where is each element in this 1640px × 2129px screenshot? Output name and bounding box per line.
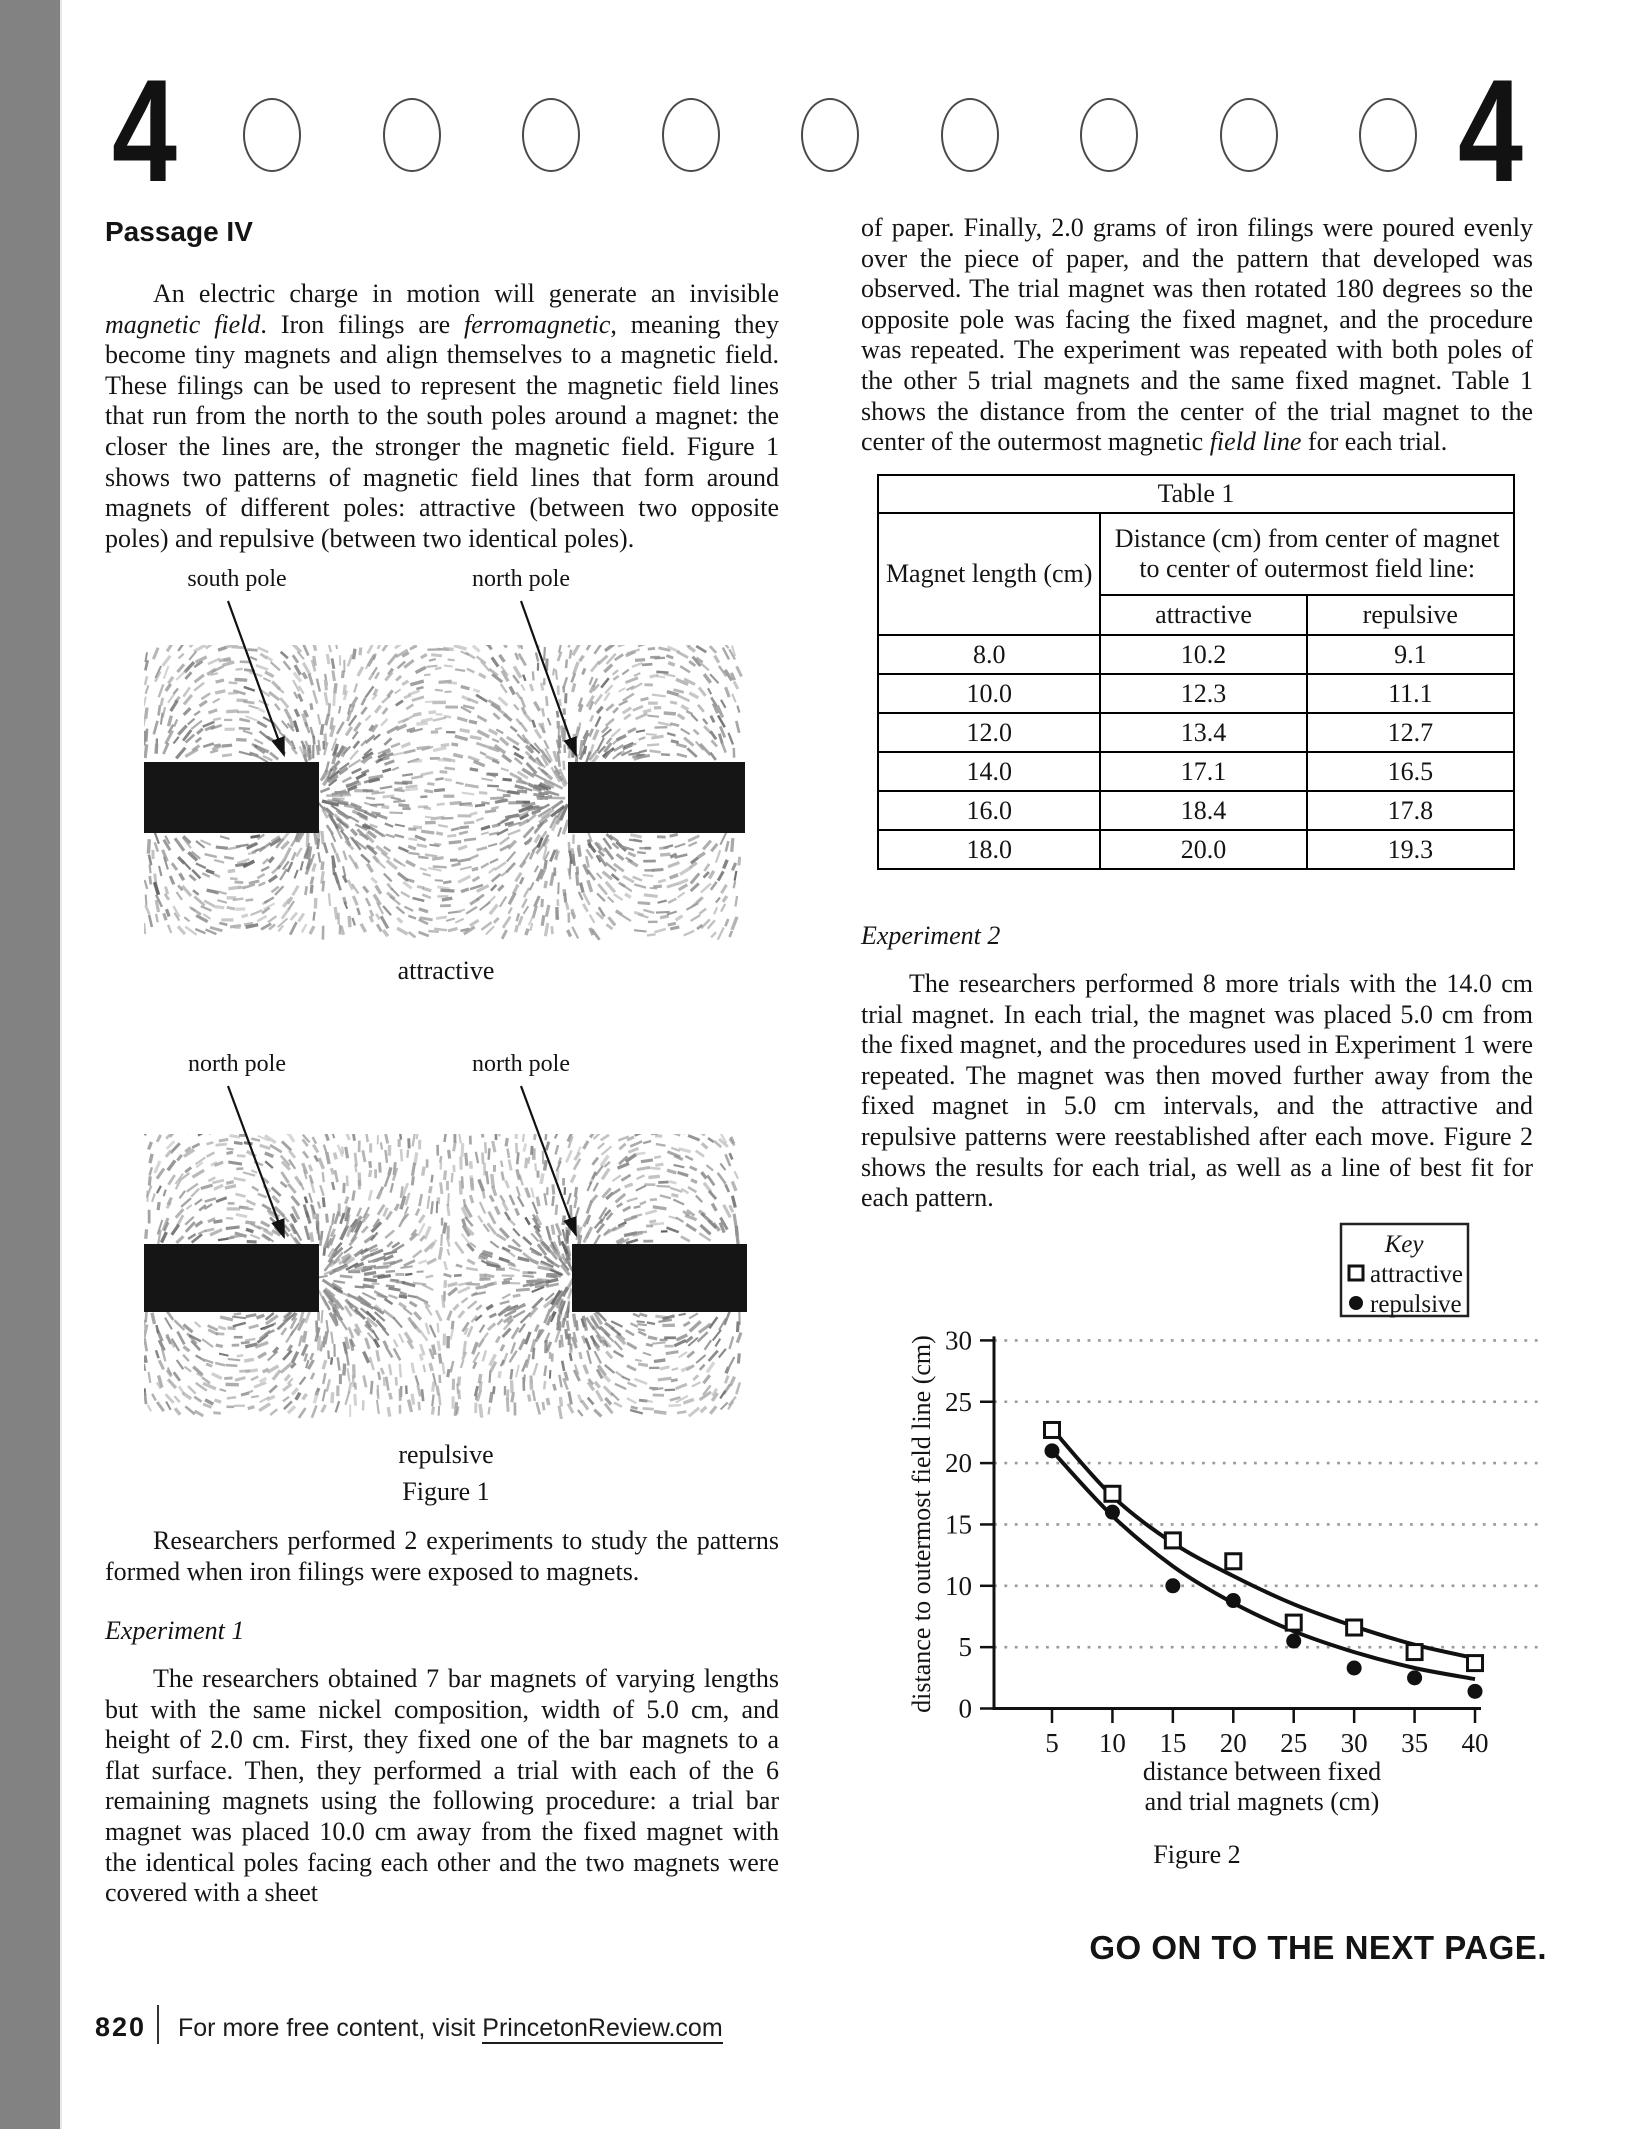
key-title: Key [1384,1231,1424,1258]
table-cell: 13.4 [1100,713,1306,752]
data-point-attractive [1468,1656,1483,1671]
magnet-bar [144,762,319,833]
figure1-caption: Figure 1 [402,1477,490,1506]
svg-text:25: 25 [1280,1728,1308,1758]
footer-divider [157,2005,159,2044]
page-number: 820 [95,2012,147,2042]
answer-bubble [1220,98,1278,172]
answer-bubble [1080,98,1138,172]
answer-bubble [941,98,999,172]
section-number-right: 4 [1458,49,1520,212]
arrow-icon [228,1086,284,1237]
table-cell: 16.5 [1307,752,1514,791]
data-point-repulsive [1468,1684,1483,1699]
data-point-attractive [1286,1615,1301,1630]
data-point-attractive [1407,1645,1422,1660]
chart-key [1341,1224,1468,1318]
table-cell: 18.0 [878,830,1100,869]
svg-text:0: 0 [958,1693,972,1724]
footer-note [178,2014,723,2043]
key-marker-circle [1349,1296,1363,1310]
label-arrows-attractive [140,592,640,767]
table-body [878,475,1514,869]
series-attractive [1045,1422,1483,1670]
svg-text:10: 10 [945,1570,972,1601]
table-cell: 14.0 [878,752,1100,791]
svg-text:20: 20 [945,1448,972,1479]
footer-note-text: For more free content, visit [178,2014,483,2042]
x-axis-label-line2: and trial magnets (cm) [1144,1787,1380,1816]
passage-heading: Passage IV [105,216,253,247]
table-row [878,635,1514,674]
svg-text:40: 40 [1461,1728,1489,1758]
table-row [878,674,1514,713]
subheader-attractive: attractive [1100,595,1306,635]
arrow-icon [228,601,284,755]
arrow-icon [521,601,576,755]
magnet-bar [568,762,745,833]
data-point-attractive [1045,1422,1060,1437]
data-point-repulsive [1226,1593,1241,1608]
figure2-caption: Figure 2 [1153,1840,1241,1869]
tick-labels [945,1325,1489,1758]
north-pole-label-left: north pole [188,1051,286,1077]
table-title: Table 1 [878,475,1514,513]
section-number-left: 4 [112,49,174,212]
figure2-chart [860,1195,1560,1895]
key-marker-square [1349,1266,1363,1280]
table-row [878,791,1514,830]
experiment1-heading: Experiment 1 [105,1616,245,1645]
svg-text:5: 5 [958,1632,972,1663]
data-point-repulsive [1407,1670,1422,1685]
answer-bubble [1359,98,1417,172]
svg-text:30: 30 [945,1325,972,1356]
col-header-magnet-length: Magnet length (cm) [878,513,1100,635]
repulsive-caption: repulsive [398,1440,494,1469]
gridlines [994,1340,1538,1647]
svg-text:15: 15 [1159,1728,1187,1758]
svg-text:10: 10 [1098,1728,1126,1758]
page-edge-bar [0,0,62,2129]
subheader-repulsive: repulsive [1307,595,1514,635]
table-cell: 11.1 [1307,674,1514,713]
table-cell: 20.0 [1100,830,1306,869]
table-cell: 17.8 [1307,791,1514,830]
data-point-repulsive [1165,1578,1180,1593]
column2-paragraph-1: of paper. Finally, 2.0 grams of iron filings were poured evenly over the piece of paper, and the pattern that developed was observed. The trial magnet was then rotated 180 degrees so the opposite pole was facing the fixed magnet, and the procedure was repeated. The experiment was repeated with both poles of the other 5 trial magnets and the same fixed magnet. Table 1 shows the distance from the center of the trial magnet to the center of the outermost magnetic field line for each trial. [861,213,1533,457]
y-axis-label: distance to outermost field line (cm) [907,1335,936,1713]
table-cell: 17.1 [1100,752,1306,791]
answer-bubble [243,98,301,172]
experiment1-paragraph: The researchers obtained 7 bar magnets of varying lengths but with the same nickel composition, width of 5.0 cm, and height of 2.0 cm. First, they fixed one of the bar magnets to a flat surface. Then, they performed a trial with each of the 6 remaining magnets using the following procedure: a trial bar magnet was placed 10.0 cm away from the fixed magnet with the identical poles facing each other and the two magnets were covered with a sheet [105,1664,779,1908]
data-point-attractive [1165,1533,1180,1548]
svg-text:5: 5 [1045,1728,1059,1758]
data-point-repulsive [1286,1634,1301,1649]
data-point-repulsive [1105,1505,1120,1520]
data-point-attractive [1105,1486,1120,1501]
footer-link: PrincetonReview.com [482,2014,723,2042]
data-point-attractive [1347,1620,1362,1635]
data-point-repulsive [1347,1661,1362,1676]
answer-bubble [801,98,859,172]
passage-paragraph-1: An electric charge in motion will generate an invisible magnetic field. Iron filings are ferromagnetic, meaning they become tiny magnets and align themselves to a magnetic field. These filings can be used to represent the magnetic field lines that run from the north to the south poles around a magnet: the closer the lines are, the stronger the magnetic field. Figure 1 shows two patterns of magnetic field lines that form around magnets of different poles: attractive (between two opposite poles) and repulsive (between two identical poles). [105,279,779,553]
table-row [878,713,1514,752]
answer-bubble [383,98,441,172]
table-row [878,830,1514,869]
table-cell: 8.0 [878,635,1100,674]
table-cell: 18.4 [1100,791,1306,830]
data-point-repulsive [1045,1443,1060,1458]
answer-bubble [662,98,720,172]
magnet-bar [572,1244,747,1312]
svg-text:35: 35 [1401,1728,1429,1758]
svg-text:20: 20 [1219,1728,1247,1758]
table-cell: 9.1 [1307,635,1514,674]
svg-text:30: 30 [1340,1728,1368,1758]
x-axis-label: distance between fixed [1142,1757,1382,1786]
arrow-icon [521,1086,576,1235]
table-cell: 12.0 [878,713,1100,752]
attractive-caption: attractive [397,956,495,985]
answer-bubble [522,98,580,172]
table-title-row [878,475,1514,513]
data-point-attractive [1226,1554,1241,1569]
table-cell: 12.3 [1100,674,1306,713]
table-row [878,752,1514,791]
go-on-instruction: GO ON TO THE NEXT PAGE. [1089,1929,1547,1966]
label-arrows-repulsive [140,1077,640,1247]
table-cell: 10.2 [1100,635,1306,674]
table-header-row [878,513,1514,595]
svg-text:25: 25 [945,1386,972,1417]
experiment2-paragraph: The researchers performed 8 more trials with the 14.0 cm trial magnet. In each trial, the magnet was placed 5.0 cm from the fixed magnet, and the procedures used in Experiment 1 were repeated. The magnet was then moved further away from the fixed magnet in 5.0 cm intervals, and the attractive and repulsive patterns were reestablished after each move. Figure 2 shows the results for each trial, as well as a line of best fit for each pattern. [861,969,1533,1213]
table-cell: 16.0 [878,791,1100,830]
south-pole-label: south pole [187,566,287,592]
magnet-bar [144,1244,319,1312]
between-figures-paragraph: Researchers performed 2 experiments to study the patterns formed when iron filings were exposed to magnets. [105,1526,779,1586]
key-label-attractive: attractive [1370,1261,1463,1288]
table-cell: 10.0 [878,674,1100,713]
experiment2-heading: Experiment 2 [861,921,1001,950]
north-pole-label-right: north pole [472,1051,570,1077]
table-1 [877,474,1515,870]
svg-text:15: 15 [945,1509,972,1540]
col-header-distance: Distance (cm) from center of magnet to center of outermost field line: [1100,513,1514,595]
table-cell: 12.7 [1307,713,1514,752]
key-label-repulsive: repulsive [1370,1291,1462,1318]
table-cell: 19.3 [1307,830,1514,869]
north-pole-label: north pole [472,566,570,592]
